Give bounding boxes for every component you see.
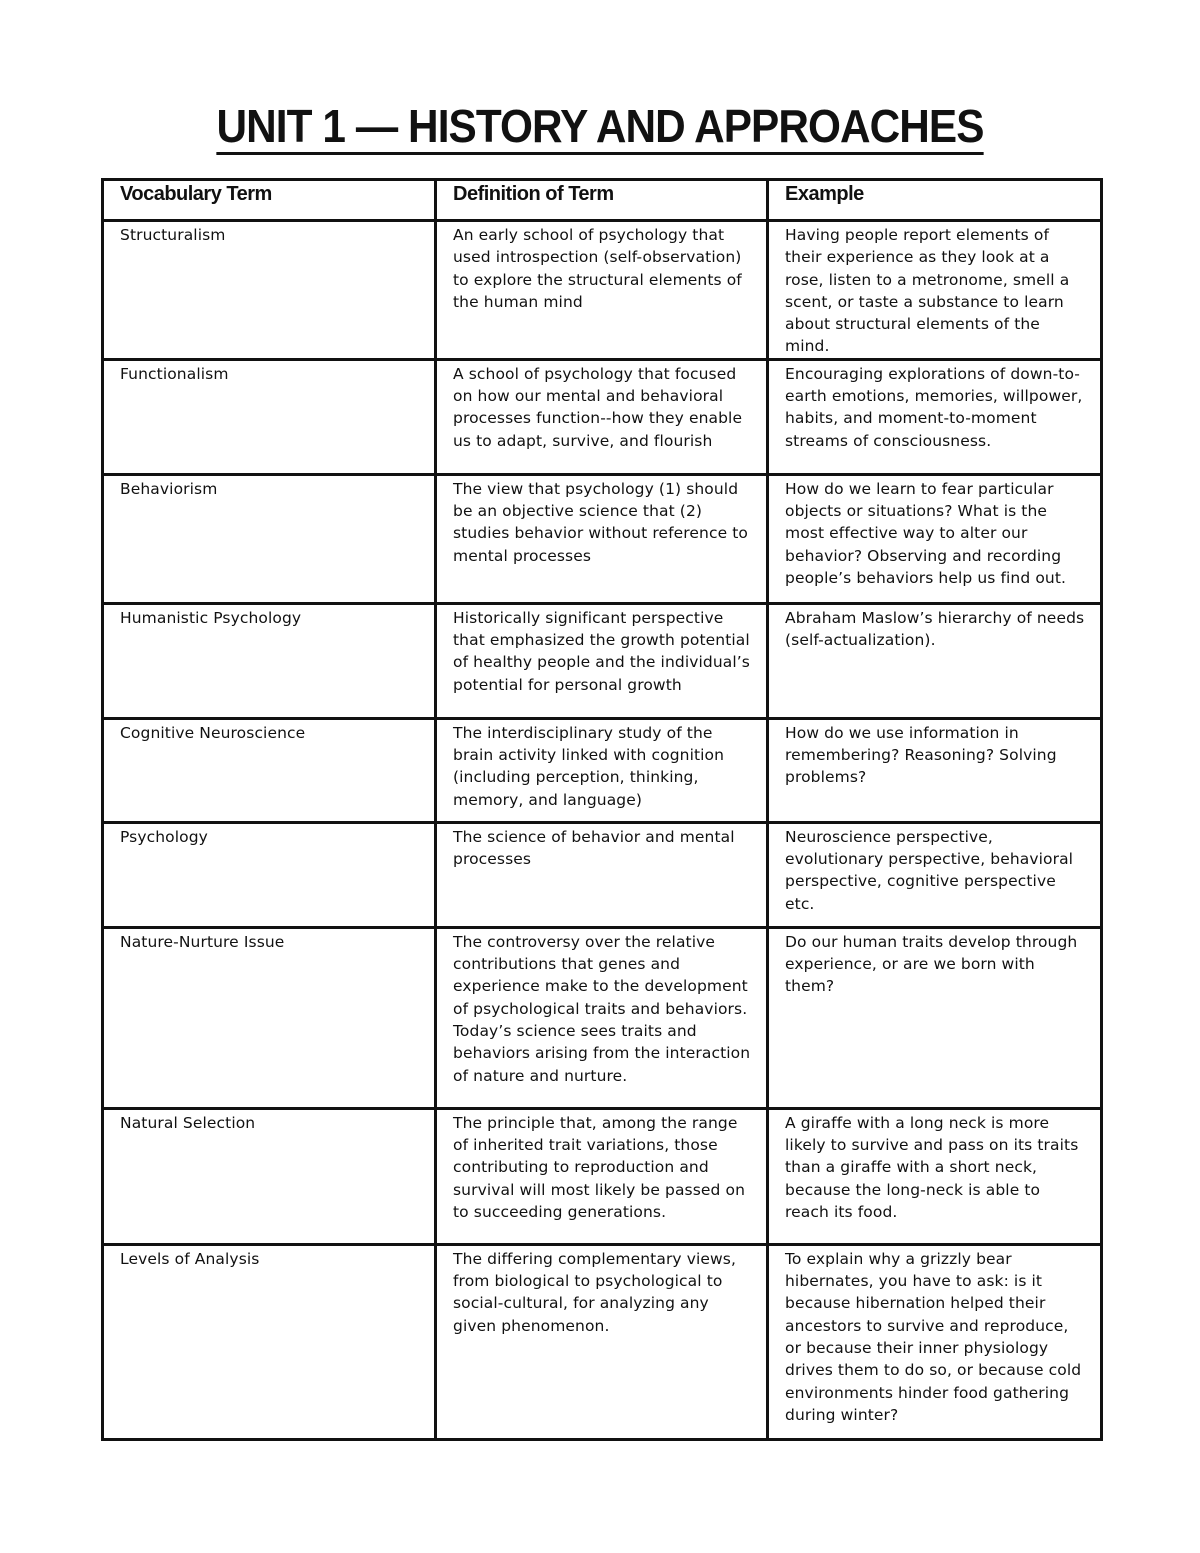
- example-cell: Having people report elements of their experience as they look at a rose, listen to a metronome, smell a scent, or taste a substance to learn about structural elements of the mind.: [768, 221, 1102, 360]
- example-cell: How do we learn to fear particular objects or situations? What is the most effective way to alter our behavior? Observing and recording people’s behaviors help us find out.: [768, 474, 1102, 603]
- example-cell: To explain why a grizzly bear hibernates, you have to ask: is it because hibernation helped their ancestors to survive and reproduce, or because their inner physiology drives them to do so, or because cold environments hinder food gathering during winter?: [768, 1244, 1102, 1439]
- definition-cell: The view that psychology (1) should be an objective science that (2) studies behavior without reference to mental processes: [436, 474, 768, 603]
- table-row: [103, 1108, 1102, 1244]
- header-definition: Definition of Term: [436, 180, 768, 221]
- term-cell: Cognitive Neuroscience: [103, 718, 436, 822]
- table-row: [103, 221, 1102, 360]
- term-cell: Nature-Nurture Issue: [103, 927, 436, 1108]
- table-row: [103, 359, 1102, 474]
- term-cell: Psychology: [103, 822, 436, 927]
- page-title: [48, 98, 1152, 154]
- header-example: Example: [768, 180, 1102, 221]
- table-row: [103, 822, 1102, 927]
- table-row: [103, 927, 1102, 1108]
- term-cell: Levels of Analysis: [103, 1244, 436, 1439]
- example-cell: Abraham Maslow’s hierarchy of needs (self-actualization).: [768, 603, 1102, 718]
- example-cell: Do our human traits develop through experience, or are we born with them?: [768, 927, 1102, 1108]
- example-cell: Neuroscience perspective, evolutionary perspective, behavioral perspective, cognitive perspective etc.: [768, 822, 1102, 927]
- definition-cell: The science of behavior and mental processes: [436, 822, 768, 927]
- vocabulary-table: [101, 178, 1103, 1441]
- table-header-row: [103, 180, 1102, 221]
- example-cell: How do we use information in remembering? Reasoning? Solving problems?: [768, 718, 1102, 822]
- table-row: [103, 1244, 1102, 1439]
- term-cell: Humanistic Psychology: [103, 603, 436, 718]
- definition-cell: The principle that, among the range of inherited trait variations, those contributing to reproduction and survival will most likely be passed on to succeeding generations.: [436, 1108, 768, 1244]
- header-vocabulary-term: Vocabulary Term: [103, 180, 436, 221]
- table-row: [103, 718, 1102, 822]
- example-cell: A giraffe with a long neck is more likely to survive and pass on its traits than a giraffe with a short neck, because the long-neck is able to reach its food.: [768, 1108, 1102, 1244]
- term-cell: Functionalism: [103, 359, 436, 474]
- definition-cell: Historically significant perspective that emphasized the growth potential of healthy people and the individual’s potential for personal growth: [436, 603, 768, 718]
- definition-cell: The interdisciplinary study of the brain activity linked with cognition (including perception, thinking, memory, and language): [436, 718, 768, 822]
- term-cell: Natural Selection: [103, 1108, 436, 1244]
- definition-cell: The differing complementary views, from biological to psychological to social-cultural, for analyzing any given phenomenon.: [436, 1244, 768, 1439]
- table-row: [103, 474, 1102, 603]
- definition-cell: An early school of psychology that used introspection (self-observation) to explore the structural elements of the human mind: [436, 221, 768, 360]
- table-row: [103, 603, 1102, 718]
- definition-cell: The controversy over the relative contributions that genes and experience make to the development of psychological traits and behaviors. Today’s science sees traits and behaviors arising from the interaction of nature and nurture.: [436, 927, 768, 1108]
- example-cell: Encouraging explorations of down-to-earth emotions, memories, willpower, habits, and moment-to-moment streams of consciousness.: [768, 359, 1102, 474]
- definition-cell: A school of psychology that focused on how our mental and behavioral processes function--how they enable us to adapt, survive, and flourish: [436, 359, 768, 474]
- page-title-text: UNIT 1 — HISTORY AND APPROACHES: [216, 100, 983, 155]
- term-cell: Structuralism: [103, 221, 436, 360]
- term-cell: Behaviorism: [103, 474, 436, 603]
